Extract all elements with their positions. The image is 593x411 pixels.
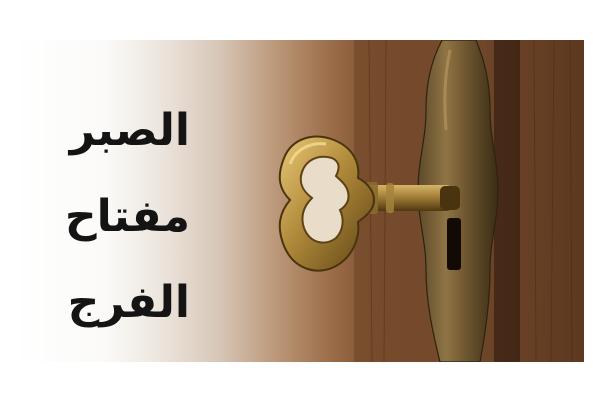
caption-line-2: مفتاح — [64, 191, 190, 242]
caption-line-1: الصبر — [69, 105, 190, 156]
keyhole-slot — [447, 218, 461, 270]
caption-text — [30, 88, 190, 346]
photo-frame — [14, 40, 584, 362]
caption-line-3: الفرج — [67, 277, 190, 328]
